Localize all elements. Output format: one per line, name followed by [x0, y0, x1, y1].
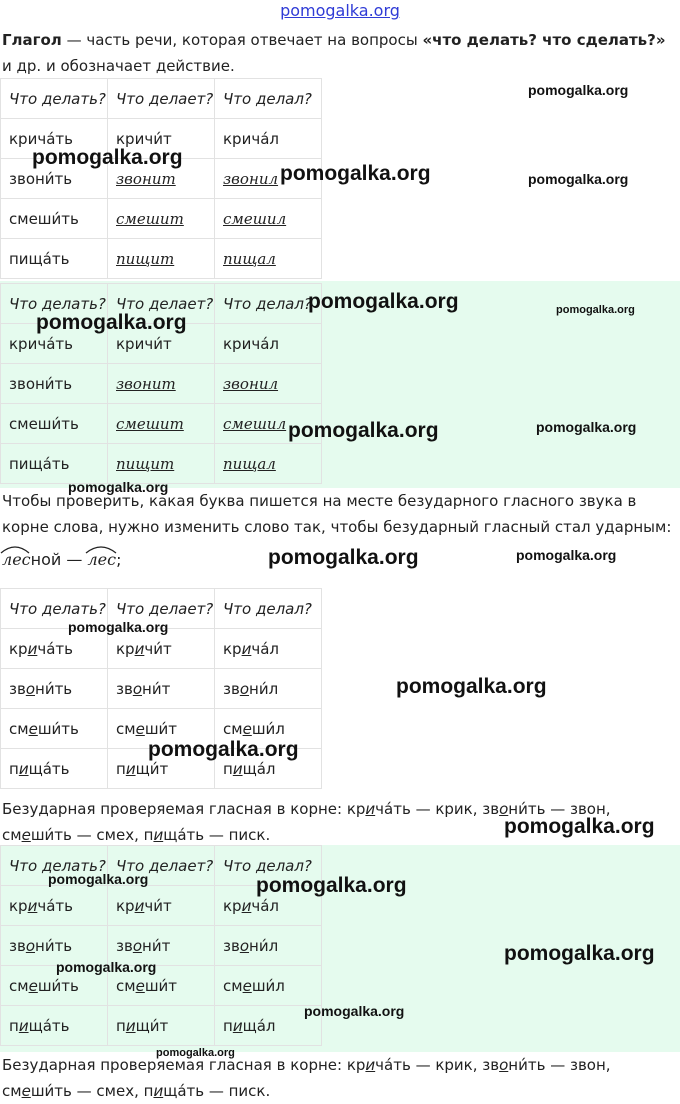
- unstressed-vowel: и: [18, 1016, 29, 1035]
- word-prefix: зв: [482, 800, 500, 818]
- intro-text-a: — часть речи, которая отвечает на вопросы: [61, 31, 423, 49]
- word-prefix: п: [116, 759, 126, 778]
- unstressed-vowel: е: [21, 1082, 31, 1100]
- unstressed-vowel: е: [28, 719, 38, 738]
- unstressed-vowel: и: [232, 1016, 243, 1035]
- word-prefix: зв: [9, 936, 26, 955]
- unstressed-vowel: и: [241, 896, 252, 915]
- word-prefix: кр: [9, 639, 28, 658]
- table-row: [1, 1006, 322, 1046]
- verb-form: пищáть: [9, 454, 70, 473]
- verb-form: пищит: [116, 454, 175, 473]
- table-cell: [215, 119, 322, 159]
- verb-form: кричáть: [9, 129, 73, 148]
- verb-form: пищал: [223, 454, 276, 473]
- word-suffix: чáл: [251, 639, 279, 658]
- table-cell: [108, 199, 215, 239]
- verb-form: кричи́т: [116, 334, 172, 353]
- table-cell: [215, 324, 322, 364]
- word-suffix: щáть: [28, 759, 70, 778]
- table-cell: [1, 669, 108, 709]
- watermark: pomogalka.org: [536, 419, 637, 435]
- verb-table-1: [0, 78, 322, 279]
- unstressed-vowel: о: [132, 679, 143, 698]
- example-ending-1: ной —: [30, 550, 88, 569]
- table-cell: [108, 669, 215, 709]
- word-prefix: п: [143, 1082, 154, 1100]
- verify-paragraph: Чтобы проверить, какая буква пишется на месте безударного гласного звука в корне слова, нужно изменить слово так, чтобы безударный гласный стал ударным:: [2, 492, 672, 536]
- word-prefix: п: [223, 1016, 233, 1035]
- root-arc-icon: [85, 544, 117, 554]
- table-row: [1, 239, 322, 279]
- word-prefix: кр: [346, 800, 366, 818]
- table-cell: [1, 404, 108, 444]
- column-header: Что делать?: [1, 589, 108, 629]
- word-prefix: см: [2, 826, 22, 844]
- word-suffix: щáть: [163, 826, 205, 844]
- verb-form: смеши́ть: [9, 209, 79, 228]
- word-prefix: см: [223, 976, 243, 995]
- watermark: pomogalka.org: [68, 479, 169, 495]
- word-prefix: п: [9, 759, 19, 778]
- site-header-link[interactable]: pomogalka.org: [280, 1, 400, 20]
- unstressed-vowel: и: [125, 1016, 136, 1035]
- column-header: Что делать?: [1, 284, 108, 324]
- word-suffix: ши́т: [144, 976, 178, 995]
- table-cell: [1, 886, 108, 926]
- word-suffix: ни́ть: [508, 800, 546, 818]
- word-prefix: кр: [116, 896, 135, 915]
- verb-form: смешит: [116, 209, 184, 228]
- table-row: [1, 199, 322, 239]
- table-row: [1, 926, 322, 966]
- table-cell: [1, 1006, 108, 1046]
- unstressed-vowel: о: [239, 679, 250, 698]
- watermark: pomogalka.org: [304, 1003, 405, 1019]
- unstressed-vowel: и: [27, 639, 38, 658]
- intro-paragraph: [2, 27, 678, 79]
- summary-word: [347, 1056, 411, 1074]
- verb-form: кричáть: [9, 334, 73, 353]
- table-row: [1, 444, 322, 484]
- unstressed-vowel: и: [153, 1082, 164, 1100]
- unstressed-vowel: и: [134, 639, 145, 658]
- unstressed-vowel: и: [27, 896, 38, 915]
- column-header: Что делал?: [215, 846, 322, 886]
- word-suffix: ни́т: [142, 679, 171, 698]
- verb-form: звонит: [116, 374, 176, 393]
- word-prefix: кр: [223, 896, 242, 915]
- word-prefix: п: [9, 1016, 19, 1035]
- table-row: [1, 404, 322, 444]
- word-prefix: см: [9, 719, 29, 738]
- word-suffix: ни́л: [249, 936, 279, 955]
- word-prefix: п: [116, 1016, 126, 1035]
- word-suffix: чáл: [251, 896, 279, 915]
- summary-word: [482, 1056, 545, 1074]
- unstressed-vowel: о: [499, 800, 509, 818]
- verb-form: пищит: [116, 249, 175, 268]
- root-mark-2: [87, 548, 116, 572]
- word-prefix: п: [223, 759, 233, 778]
- root-arc-icon: [0, 544, 30, 554]
- summary-word: [2, 826, 72, 844]
- word-prefix: зв: [116, 679, 133, 698]
- word-suffix: ни́ть: [35, 936, 73, 955]
- word-suffix: ни́л: [249, 679, 279, 698]
- word-suffix: ши́ть: [37, 976, 79, 995]
- unstressed-vowel: и: [125, 759, 136, 778]
- word-suffix: щáл: [242, 1016, 276, 1035]
- check-word: — смех,: [71, 1082, 144, 1100]
- watermark: pomogalka.org: [156, 1047, 235, 1059]
- intro-questions: «что делать? что сделать?»: [422, 31, 666, 49]
- watermark: pomogalka.org: [288, 419, 439, 442]
- watermark: pomogalka.org: [148, 738, 299, 761]
- example-root-2: лес: [87, 550, 117, 569]
- check-word: — писк.: [204, 1082, 271, 1100]
- word-prefix: кр: [223, 639, 242, 658]
- unstressed-vowel: о: [239, 936, 250, 955]
- table-row: [1, 364, 322, 404]
- intro-text-b: и др. и обозначает действие.: [2, 57, 235, 75]
- example-ending-2: ;: [116, 550, 122, 569]
- word-suffix: чáть: [37, 639, 73, 658]
- word-prefix: кр: [346, 1056, 366, 1074]
- table-cell: [215, 966, 322, 1006]
- table-cell: [215, 926, 322, 966]
- word-suffix: ни́ть: [508, 1056, 546, 1074]
- verb-form: звонил: [223, 169, 279, 188]
- verb-form: смешит: [116, 414, 184, 433]
- table-row: [1, 669, 322, 709]
- watermark: pomogalka.org: [308, 290, 459, 313]
- check-word: — смех,: [71, 826, 144, 844]
- unstressed-vowel: е: [242, 719, 252, 738]
- watermark: pomogalka.org: [56, 959, 157, 975]
- verb-form: звонит: [116, 169, 176, 188]
- summary-word: [2, 1082, 72, 1100]
- unstressed-vowel: е: [242, 976, 252, 995]
- word-suffix: чи́т: [144, 896, 172, 915]
- table-cell: [215, 669, 322, 709]
- word-prefix: зв: [223, 936, 240, 955]
- watermark: pomogalka.org: [256, 874, 407, 897]
- table-cell: [108, 404, 215, 444]
- unstressed-vowel: о: [25, 936, 36, 955]
- table-cell: [1, 709, 108, 749]
- verb-form: смеши́ть: [9, 414, 79, 433]
- watermark: pomogalka.org: [268, 546, 419, 569]
- verb-form: смешил: [223, 209, 287, 228]
- word-suffix: щи́т: [135, 759, 169, 778]
- word-suffix: чáть: [375, 800, 411, 818]
- column-header: Что делает?: [108, 846, 215, 886]
- unstressed-vowel: и: [134, 896, 145, 915]
- unstressed-vowel: и: [365, 800, 376, 818]
- table-cell: [1, 199, 108, 239]
- table-row: [1, 966, 322, 1006]
- table-cell: [1, 749, 108, 789]
- table-cell: [215, 444, 322, 484]
- check-word: — звон,: [545, 800, 611, 818]
- table-header-row: [1, 79, 322, 119]
- word-suffix: ши́ть: [37, 719, 79, 738]
- watermark: pomogalka.org: [396, 675, 547, 698]
- word-prefix: зв: [223, 679, 240, 698]
- word-suffix: щáть: [28, 1016, 70, 1035]
- verb-form: звони́ть: [9, 374, 73, 393]
- word-suffix: ши́л: [251, 719, 285, 738]
- watermark: pomogalka.org: [528, 171, 629, 187]
- check-word: — писк.: [204, 826, 271, 844]
- table-cell: [1, 444, 108, 484]
- word-prefix: кр: [116, 639, 135, 658]
- watermark: pomogalka.org: [280, 162, 431, 185]
- column-header: Что делает?: [108, 284, 215, 324]
- summary-paragraph-2: [2, 1052, 678, 1104]
- word-prefix: зв: [9, 679, 26, 698]
- word-prefix: см: [223, 719, 243, 738]
- summary-lead: Безударная проверяемая гласная в корне:: [2, 1056, 347, 1074]
- summary-word: [144, 826, 204, 844]
- watermark: pomogalka.org: [68, 619, 169, 635]
- unstressed-vowel: и: [153, 826, 164, 844]
- verb-form: звонил: [223, 374, 279, 393]
- column-header: Что делал?: [215, 589, 322, 629]
- verb-form: кричи́т: [116, 129, 172, 148]
- check-word: — звон,: [545, 1056, 611, 1074]
- unstressed-vowel: о: [499, 1056, 509, 1074]
- term-glagol: Глагол: [2, 31, 62, 49]
- unstressed-vowel: е: [135, 719, 145, 738]
- watermark: pomogalka.org: [504, 815, 655, 838]
- table-cell: [108, 1006, 215, 1046]
- column-header: Что делает?: [108, 79, 215, 119]
- table-cell: [215, 364, 322, 404]
- word-suffix: ни́т: [142, 936, 171, 955]
- word-suffix: ши́л: [251, 976, 285, 995]
- word-prefix: см: [116, 976, 136, 995]
- word-suffix: чáть: [375, 1056, 411, 1074]
- verb-form: пищал: [223, 249, 276, 268]
- unstressed-vowel: и: [241, 639, 252, 658]
- word-suffix: чáть: [37, 896, 73, 915]
- watermark: pomogalka.org: [556, 304, 635, 316]
- root-mark-1: [2, 548, 31, 572]
- verb-form: кричáл: [223, 129, 279, 148]
- table-cell: [108, 444, 215, 484]
- column-header: Что делать?: [1, 846, 108, 886]
- verb-form: звони́ть: [9, 169, 73, 188]
- word-suffix: ши́т: [144, 719, 178, 738]
- column-header: Что делать?: [1, 79, 108, 119]
- unstressed-vowel: е: [135, 976, 145, 995]
- summary-word: [144, 1082, 204, 1100]
- word-suffix: ши́ть: [30, 826, 72, 844]
- unstressed-vowel: о: [132, 936, 143, 955]
- watermark: pomogalka.org: [36, 311, 187, 334]
- unstressed-vowel: и: [232, 759, 243, 778]
- verb-form: пищáть: [9, 249, 70, 268]
- unstressed-vowel: е: [21, 826, 31, 844]
- column-header: Что делал?: [215, 284, 322, 324]
- summary-lead: Безударная проверяемая гласная в корне:: [2, 800, 347, 818]
- table-cell: [215, 629, 322, 669]
- unstressed-vowel: и: [365, 1056, 376, 1074]
- word-prefix: п: [143, 826, 154, 844]
- check-word: — крик,: [410, 800, 483, 818]
- word-prefix: зв: [116, 936, 133, 955]
- word-prefix: см: [116, 719, 136, 738]
- table-cell: [108, 239, 215, 279]
- table-cell: [215, 199, 322, 239]
- watermark: pomogalka.org: [32, 146, 183, 169]
- unstressed-vowel: и: [18, 759, 29, 778]
- watermark: pomogalka.org: [528, 82, 629, 98]
- unstressed-vowel: о: [25, 679, 36, 698]
- word-prefix: см: [2, 1082, 22, 1100]
- table-cell: [108, 364, 215, 404]
- summary-word: [347, 800, 411, 818]
- verb-form: смешил: [223, 414, 287, 433]
- word-prefix: зв: [482, 1056, 500, 1074]
- example-line: [2, 548, 121, 572]
- word-suffix: ши́ть: [30, 1082, 72, 1100]
- watermark: pomogalka.org: [504, 942, 655, 965]
- unstressed-vowel: е: [28, 976, 38, 995]
- watermark: pomogalka.org: [516, 547, 617, 563]
- watermark: pomogalka.org: [48, 871, 149, 887]
- word-suffix: чи́т: [144, 639, 172, 658]
- example-root-1: лес: [2, 550, 31, 569]
- word-prefix: кр: [9, 896, 28, 915]
- word-suffix: щáл: [242, 759, 276, 778]
- table-cell: [1, 239, 108, 279]
- verb-form: кричáл: [223, 334, 279, 353]
- table-cell: [108, 886, 215, 926]
- word-suffix: щáть: [163, 1082, 205, 1100]
- column-header: Что делал?: [215, 79, 322, 119]
- word-prefix: см: [9, 976, 29, 995]
- column-header: Что делает?: [108, 589, 215, 629]
- table-cell: [215, 239, 322, 279]
- word-suffix: ни́ть: [35, 679, 73, 698]
- word-suffix: щи́т: [135, 1016, 169, 1035]
- table-cell: [1, 364, 108, 404]
- check-word: — крик,: [410, 1056, 483, 1074]
